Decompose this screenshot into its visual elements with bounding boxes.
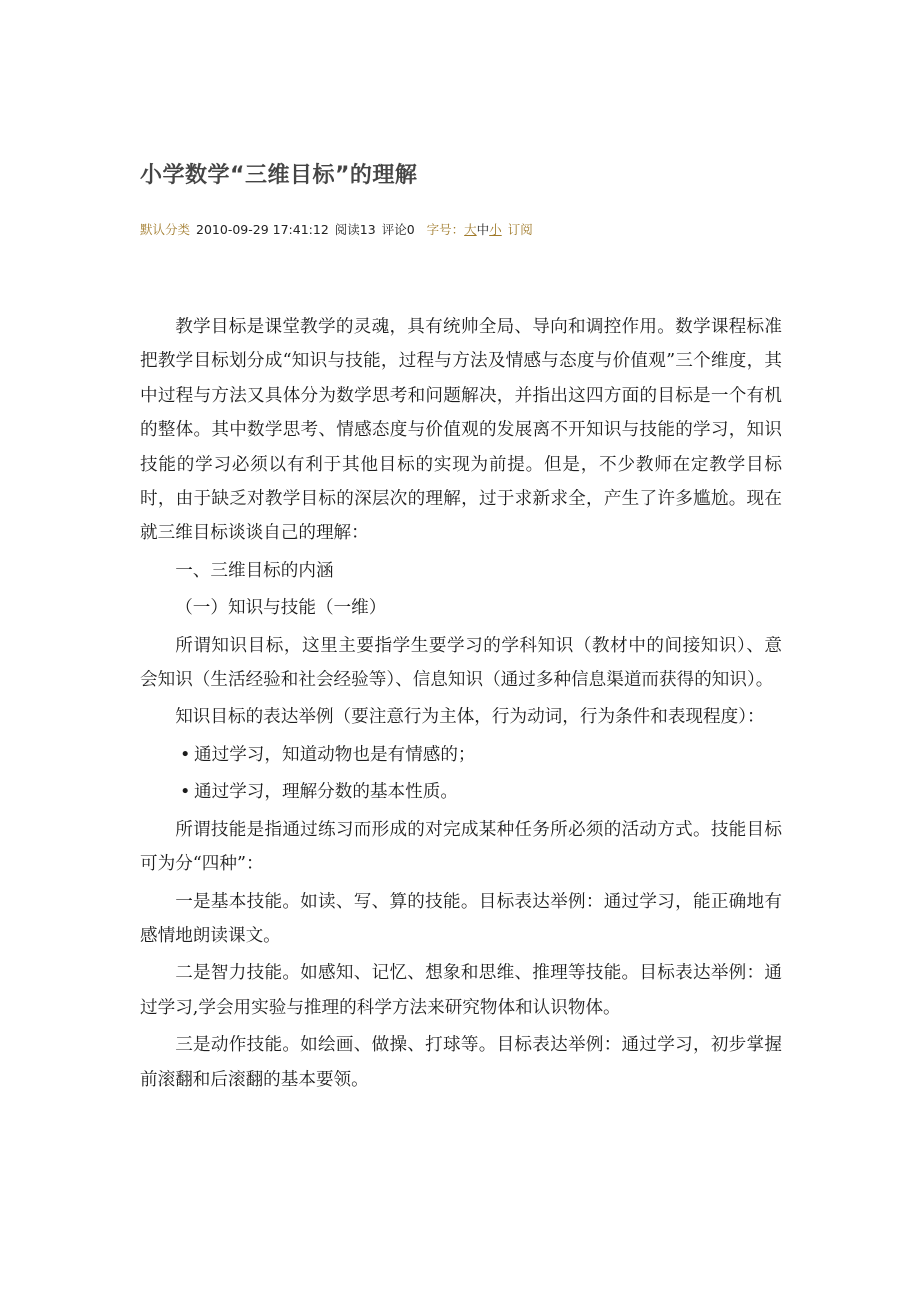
- section-heading: 一、三维目标的内涵: [175, 560, 334, 581]
- paragraph-knowledge: 所谓知识目标，这里主要指学生要学习的学科知识（教材中的间接知识）、意会知识（生活经验和社会经验等）、信息知识（通过多种信息渠道而获得的知识）。: [140, 635, 782, 691]
- subsection-heading: （一）知识与技能（一维）: [175, 598, 387, 619]
- list-item-text: 通过学习，理解分数的基本性质。: [194, 782, 458, 803]
- list-item-text: 通过学习，知道动物也是有情感的；: [194, 744, 476, 765]
- list-item: [140, 738, 782, 772]
- subscribe-link[interactable]: 订阅: [507, 222, 533, 237]
- paragraph-intro: 教学目标是课堂教学的灵魂，具有统帅全局、导向和调控作用。数学课程标准把教学目标划分成“知识与技能，过程与方法及情感与态度与价值观”三个维度，其中过程与方法又具体分为数学思考和问题解决，并指出这四方面的目标是一个有机的整体。其中数学思考、情感态度与价值观的发展离不开知识与技能的学习，知识技能的学习必须以有利于其他目标的实现为前提。但是，不少教师在定教学目标时，由于缺乏对教学目标的深层次的理解，过于求新求全，产生了许多尴尬。现在就三维目标谈谈自己的理解：: [140, 317, 782, 544]
- bullet-icon: •: [180, 744, 191, 765]
- list-item: [140, 775, 782, 809]
- category-link[interactable]: 默认分类: [140, 222, 191, 237]
- bullet-icon: •: [180, 782, 191, 803]
- post-datetime: 2010-09-29 17:41:12: [196, 222, 329, 237]
- article-body: [140, 310, 782, 1100]
- font-size-large-link[interactable]: 大: [464, 222, 477, 237]
- comment-count[interactable]: 评论0: [381, 222, 415, 237]
- read-count: 阅读13: [334, 222, 376, 237]
- paragraph-motor-skills: 三是动作技能。如绘画、做操、打球等。目标表达举例：通过学习，初步掌握前滚翻和后滚翻的基本要领。: [140, 1035, 782, 1090]
- paragraph-basic-skills: 一是基本技能。如读、写、算的技能。目标表达举例：通过学习，能正确地有感情地朗读课文。: [140, 891, 782, 946]
- paragraph-skills: 所谓技能是指通过练习而形成的对完成某种任务所必须的活动方式。技能目标可为分“四种”：: [140, 819, 782, 875]
- article-meta: [140, 221, 533, 239]
- font-size-medium: 中: [476, 222, 490, 237]
- paragraph-knowledge-example: 知识目标的表达举例（要注意行为主体，行为动词，行为条件和表现程度）：: [175, 707, 765, 728]
- font-size-label: 字号：: [426, 222, 465, 237]
- paragraph-intellectual-skills: 二是智力技能。如感知、记忆、想象和思维、推理等技能。目标表达举例：通过学习,学会用实验与推理的科学方法来研究物体和认识物体。: [140, 963, 782, 1018]
- article-title: 小学数学“三维目标”的理解: [140, 163, 418, 188]
- font-size-small-link[interactable]: 小: [489, 222, 502, 237]
